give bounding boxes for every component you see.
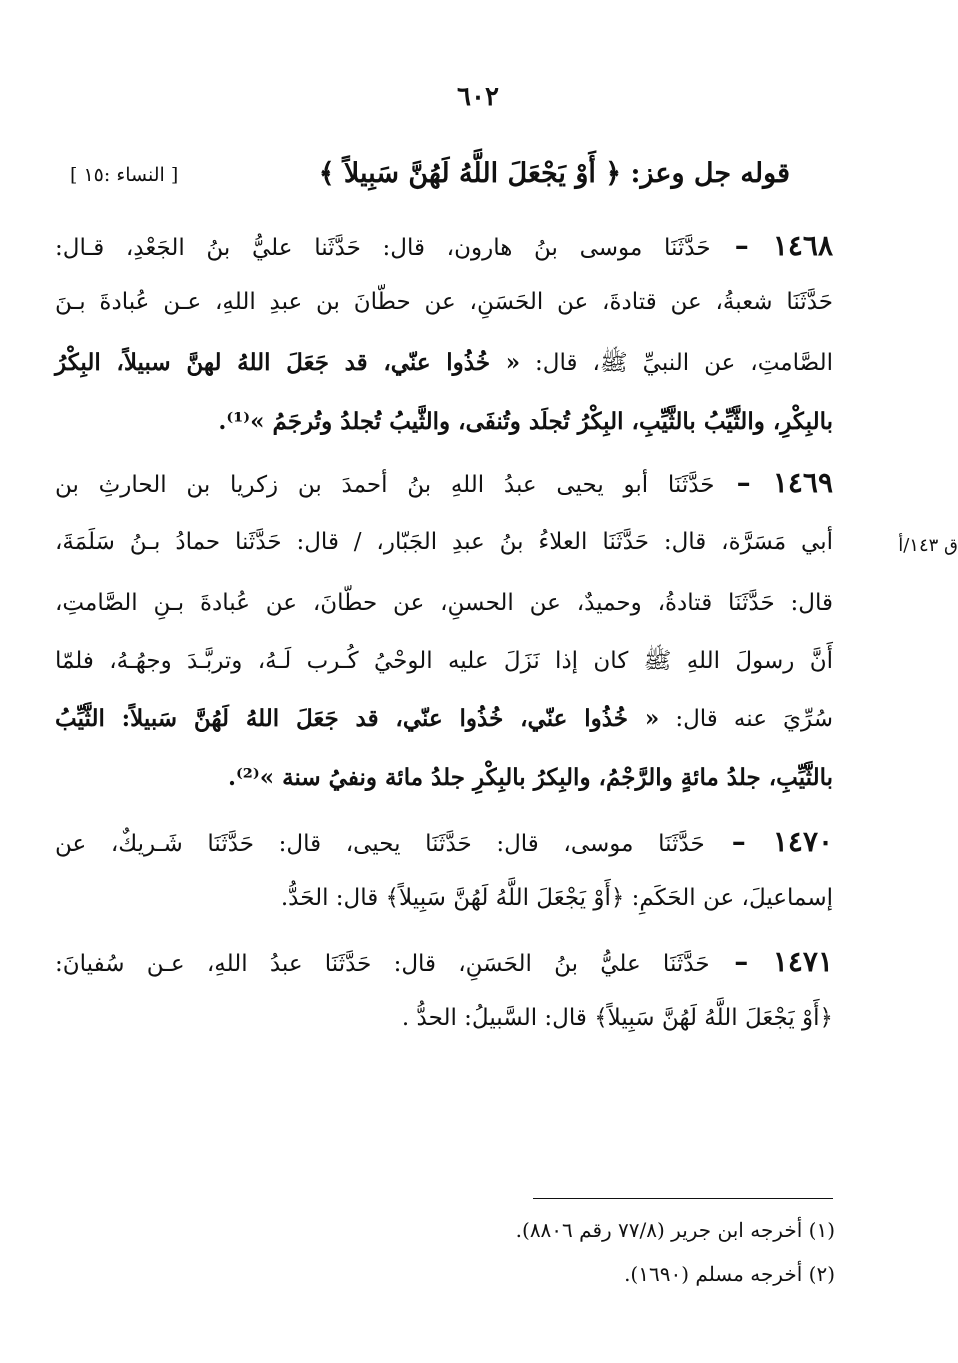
footnote-1: (١) أخرجه ابن جرير (٧٧/٨ رقم ٨٨٠٦). bbox=[515, 1218, 835, 1242]
line-text: ﴿أَوْ يَجْعَلَ اللَّهُ لَهُنَّ سَبِيلاً﴾ قال: السَّبيلُ: الحدُّ . bbox=[401, 1005, 833, 1031]
heading-reference: [ النساء :١٥ ] bbox=[70, 164, 179, 186]
line-text: الصَّامتِ، عن النبيِّ ﷺ، قال: « خُذُوا عنّي، قد جَعَلَ اللهُ لهنَّ سبيلاً، البِكْرُ bbox=[55, 349, 833, 376]
line-text: حَدَّثَنَا شعبةُ، عن قتادةَ، عن الحَسَنِ، عن حطّانَ بن عبدِ اللهِ، عـن عُبادةَ بـنَ bbox=[55, 289, 833, 315]
line-text: بالبِكْرِ، والثَّيِّبُ بالثَّيِّبِ، البِكْرُ تُجلَد وتُنفَى، والثَّيبُ تُجلدُ وتُرجَمُ »⁽¹⁾. bbox=[218, 408, 833, 435]
line-text: حَدَّثَنَا عليُّ بنُ الحَسَنِ، قال: حَدَّثَنَا عبدُ اللهِ، عـن سُفيانَ: bbox=[55, 951, 710, 977]
footnote-divider bbox=[533, 1198, 833, 1199]
line-text: سُرِّيَ عنه قال: « خُذُوا عنّي، خُذُوا عنّي، قد جَعَلَ اللهُ لَهُنَّ سَبيلاً: الثَّيِّبُ bbox=[55, 705, 834, 732]
line-text: قال: حَدَّثَنَا قتادةُ، وحميدٌ، عن الحسنِ، عن حطّانَ، عن عُبادةَ بـنِ الصَّامتِ، bbox=[55, 590, 833, 616]
text-line bbox=[55, 583, 833, 625]
text-line bbox=[55, 942, 833, 984]
text-line bbox=[55, 522, 833, 564]
text-line bbox=[55, 343, 833, 385]
section-heading bbox=[70, 158, 790, 202]
text-line bbox=[55, 641, 833, 683]
line-text: حَدَّثَنَا موسى، قال: حَدَّثَنَا يحيى، قال: حَدَّثَنَا شَـريكٌ، عن bbox=[55, 831, 705, 857]
hadith-number: ١٤٦٨ – bbox=[710, 229, 833, 262]
prophetic-saying: « خُذُوا عنّي، قد جَعَلَ اللهُ لهنَّ سبيلاً، البِكْرُ bbox=[55, 349, 521, 376]
line-text: حَدَّثَنَا أبو يحيى عبدُ اللهِ بنُ أحمدَ بن زكريا بن الحارثِ بن bbox=[55, 472, 715, 498]
line-text: بالثَّيِّبِ، جلدُ مائةٍ والرَّجْمُ، والبِكرُ بالبِكْرِ جلدُ مائة ونفيُ سنة »⁽²⁾. bbox=[227, 764, 833, 791]
text-line bbox=[55, 699, 833, 741]
hadith-number: ١٤٧٠ – bbox=[704, 825, 834, 858]
hadith-number: ١٤٦٩ – bbox=[714, 466, 833, 499]
text-line bbox=[55, 282, 833, 324]
text-line bbox=[55, 226, 833, 268]
page-number: ٦٠٢ bbox=[457, 82, 499, 112]
heading-text: قوله جل وعز: ﴿ أَوْ يَجْعَلَ اللَّهُ لَهُنَّ سَبِيلاً ﴾ bbox=[318, 158, 790, 189]
line-text: أبي مَسَرَّة، قال: حَدَّثَنَا العلاءُ بنُ عبدِ الجَبّار، / قال: حَدَّثَنا حمادُ بـنُ سَلَمَةَ، bbox=[55, 529, 833, 555]
line-text: أَنَّ رسولَ اللهِ ﷺ كان إذا نَزَلَ عليه الوحْيُ كُـرب لَـهُ، وتربَّـدَ وجهُـهُ، فلمّا bbox=[55, 648, 833, 674]
text-line bbox=[55, 998, 833, 1040]
hadith-number: ١٤٧١ – bbox=[709, 945, 833, 978]
text-line bbox=[55, 758, 833, 800]
prophetic-saying: « خُذُوا عنّي، خُذُوا عنّي، قد جَعَلَ اللهُ لَهُنَّ سَبيلاً: الثَّيِّبُ bbox=[55, 705, 660, 732]
text-line bbox=[55, 878, 833, 920]
line-text: حَدَّثَنَا موسى بنُ هارون، قال: حَدَّثَنا عليُّ بنُ الجَعْدِ، قـال: bbox=[55, 235, 711, 261]
text-line bbox=[55, 822, 833, 864]
footnote-2: (٢) أخرجه مسلم (١٦٩٠). bbox=[624, 1262, 835, 1286]
line-text: إسماعيلَ، عن الحَكَمِ: ﴿أَوْ يَجْعَلَ اللَّهُ لَهُنَّ سَبِيلاً﴾ قال: الحَدُّ. bbox=[280, 885, 833, 911]
text-line bbox=[55, 463, 833, 505]
margin-note: ق ١٤٣/أ bbox=[898, 535, 958, 556]
text-line bbox=[55, 402, 833, 444]
